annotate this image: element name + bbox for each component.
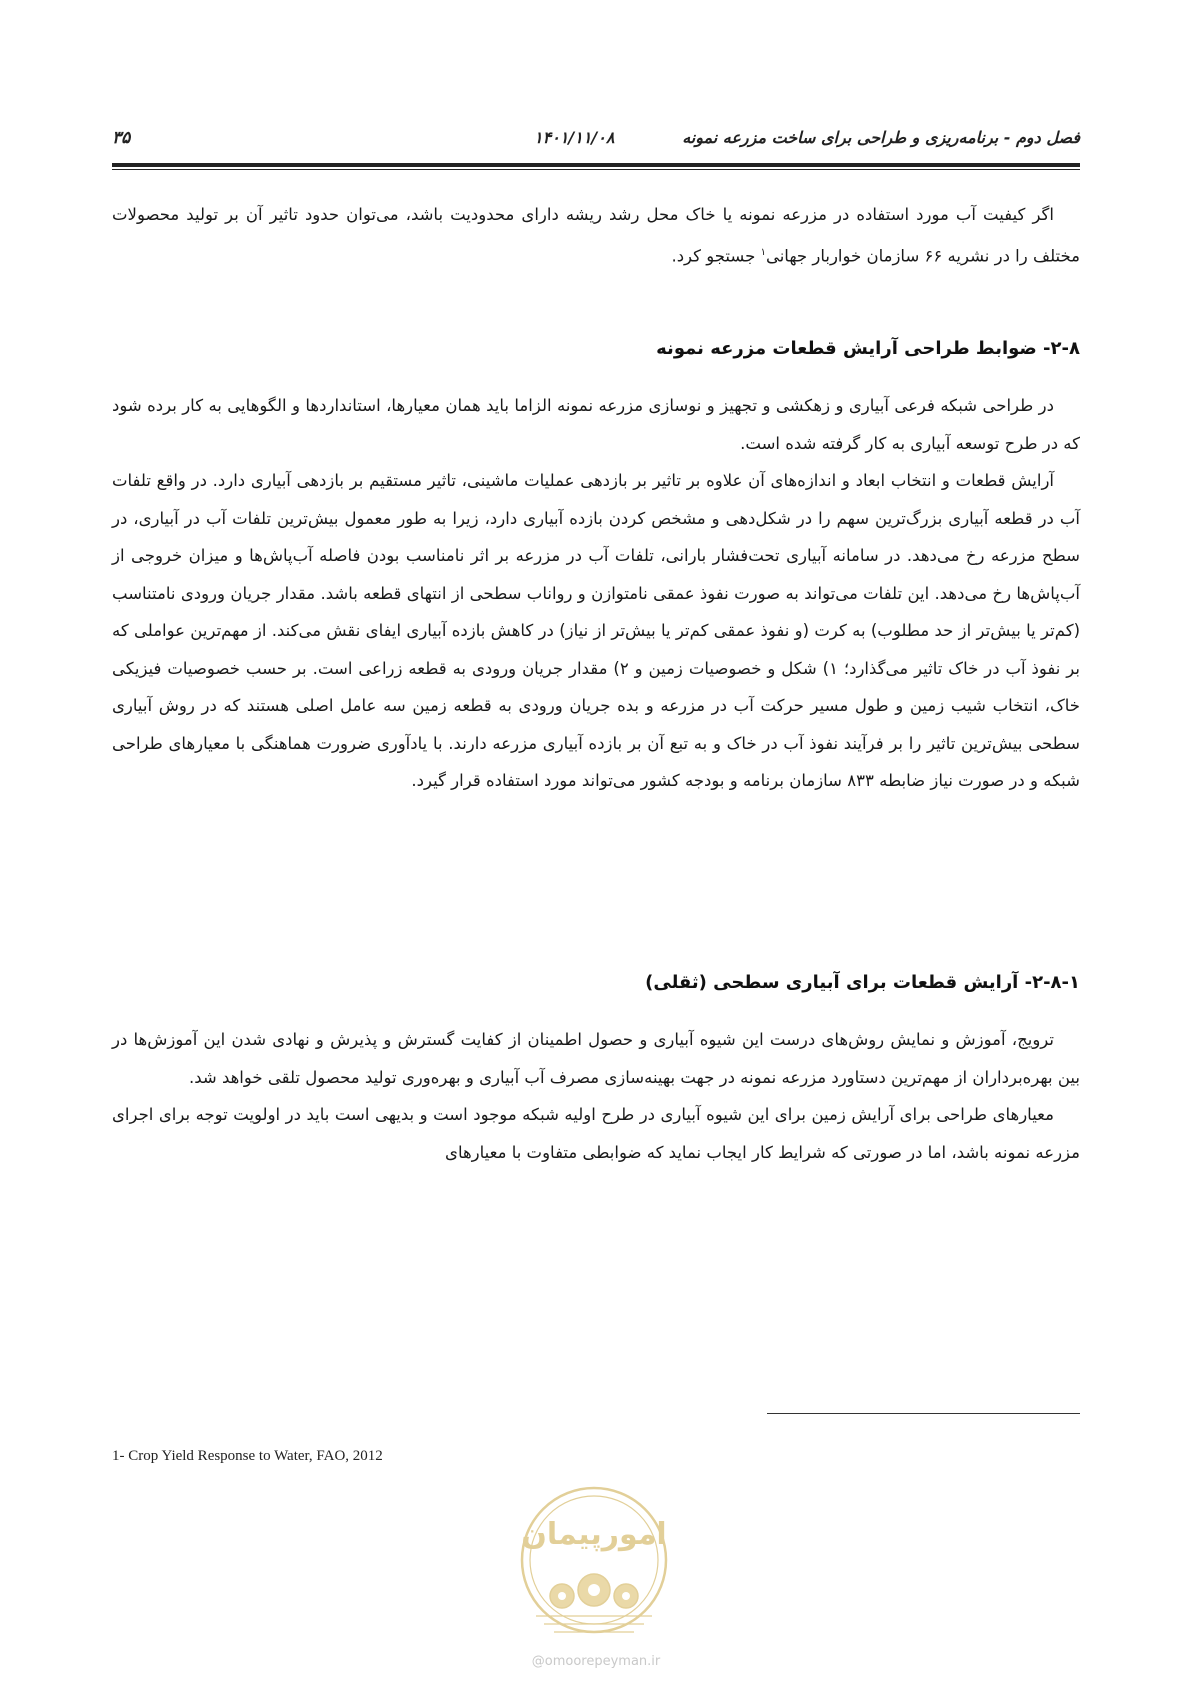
page-header [112, 128, 1080, 160]
paragraph: در طراحی شبکه فرعی آبیاری و زهکشی و تجهیز و نوسازی مزرعه نمونه الزاما باید همان معیارها، استانداردها و الگوهایی به کار برده شود که در طرح توسعه آبیاری به کار گرفته شده است. [112, 396, 1080, 453]
paragraph: آرایش قطعات و انتخاب ابعاد و اندازه‌های آن علاوه بر تاثیر بر بازدهی عملیات ماشینی، تاثیر مستقیم بر بازدهی آبیاری دارد. در واقع تلفات آب در قطعه آبیاری بزرگ‌ترین سهم را در شکل‌دهی و مشخص کردن بازده آبیاری دارد، زیرا به طور معمول بیش‌ترین تلفات آب در آبیاری، در سطح مزرعه رخ می‌دهد. در سامانه آبیاری تحت‌فشار بارانی، تلفات آب در مزرعه بر اثر نامناسب بودن فاصله آب‌پاش‌ها و میزان خروجی از آب‌پاش‌ها رخ می‌دهد. این تلفات می‌تواند به صورت نفوذ عمقی نامتوازن و رواناب سطحی از انتهای قطعه باشد. مقدار جریان ورودی نامتناسب (کم‌تر یا بیش‌تر از حد مطلوب) به کرت (و نفوذ عمقی کم‌تر یا بیش‌تر از نیاز) در کاهش بازده آبیاری ایفای نقش می‌کند. از مهم‌ترین عواملی که بر نفوذ آب در خاک تاثیر می‌گذارد؛ ۱) شکل و خصوصیات زمین و ۲) مقدار جریان ورودی به قطعه زراعی است. بر حسب خصوصیات فیزیکی خاک، انتخاب شیب زمین و طول مسیر حرکت آب در مزرعه و بده جریان ورودی به قطعه زمین سه عامل اصلی هستند که در روش آبیاری سطحی بیش‌ترین تاثیر را بر فرآیند نفوذ آب در خاک و به تبع آن بر بازده آبیاری مزرعه دارند. با یادآوری ضرورت هماهنگی با معیارهای طراحی شبکه و در صورت نیاز ضابطه ۸۳۳ سازمان برنامه و بودجه کشور می‌تواند مورد استفاده قرار گیرد. [112, 471, 1080, 790]
watermark-logo-text: امورپیمان [521, 1517, 667, 1552]
chapter-title: فصل دوم - برنامه‌ریزی و طراحی برای ساخت مزرعه نمونه [682, 128, 1080, 147]
footnote-text: 1- Crop Yield Response to Water, FAO, 2012 [112, 1448, 383, 1464]
header-rule-thin [112, 169, 1080, 170]
header-date: ۱۴۰۱/۱۱/۰۸ [534, 128, 615, 147]
intro-paragraph [112, 196, 1080, 275]
page-number: ۳۵ [112, 128, 131, 148]
header-rule [112, 163, 1080, 167]
intro-text: اگر کیفیت آب مورد استفاده در مزرعه نمونه یا خاک محل رشد ریشه دارای محدودیت باشد، می‌توان حدود تاثیر آن بر تولید محصولات مختلف را در نشریه ۶۶ سازمان خواربار جهانی [112, 205, 1080, 265]
paragraph: ترویج، آموزش و نمایش روش‌های درست این شیوه آبیاری و حصول اطمینان از کفایت گسترش و پذیرش و نهادی شدن این آموزش‌ها در بین بهره‌برداران از مهم‌ترین دستاورد مزرعه نمونه در جهت بهینه‌سازی مصرف آب آبیاری و بهره‌وری تولید محصول تلقی خواهد شد. [112, 1030, 1080, 1087]
section-2-8-body [112, 387, 1080, 800]
watermark-site: @omoorepeyman.ir [531, 1654, 661, 1669]
section-2-8-1-body [112, 1021, 1080, 1171]
paragraph: معیارهای طراحی برای آرایش زمین برای این شیوه آبیاری در طرح اولیه شبکه موجود است و بدیهی است باید در اولویت توجه برای اجرای مزرعه نمونه باشد، اما در صورتی که شرایط کار ایجاب نماید که ضوابطی متفاوت با معیارهای [112, 1105, 1080, 1162]
footnote-mark: ۱ [760, 246, 766, 258]
footnote-rule [767, 1413, 1080, 1414]
section-heading-2-8: ۲-۸- ضوابط طراحی آرایش قطعات مزرعه نمونه [656, 338, 1080, 359]
section-heading-2-8-1: ۲-۸-۱- آرایش قطعات برای آبیاری سطحی (ثقلی) [645, 972, 1080, 993]
watermark-logo [514, 1478, 674, 1648]
intro-text-end: جستجو کرد. [671, 246, 761, 265]
